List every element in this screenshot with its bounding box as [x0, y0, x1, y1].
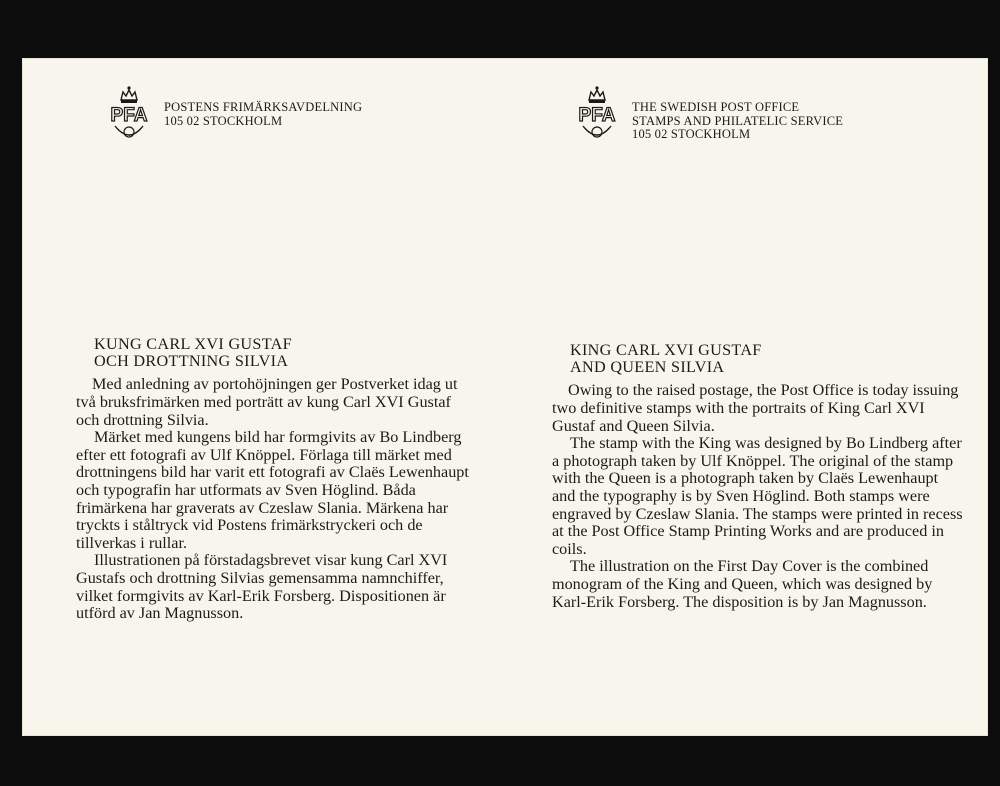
address-line: 105 02 STOCKHOLM — [164, 113, 283, 128]
paragraph: Med anledning av portohöjningen ger Postverket idag ut två bruksfrimärken med porträtt av kung Carl XVI Gustaf och drottning Silvia. — [76, 375, 458, 429]
swedish-title — [94, 336, 476, 370]
address-line: 105 02 STOCKHOLM — [632, 127, 751, 141]
svg-text:PFA: PFA — [110, 105, 148, 126]
address-line: STAMPS AND PHILATELIC SERVICE — [632, 113, 844, 128]
svg-text:PFA: PFA — [578, 105, 616, 126]
paragraph: Owing to the raised postage, the Post Office is today issuing two definitive stamps with the portraits of King Carl XVI Gustaf and Queen Silvia. — [552, 381, 959, 435]
address-line: POSTENS FRIMÄRKSAVDELNING — [164, 100, 363, 114]
header-english — [574, 84, 843, 144]
address-line: THE SWEDISH POST OFFICE — [632, 100, 800, 114]
english-text-column — [552, 342, 964, 611]
title-line: KING CARL XVI GUSTAF — [570, 341, 762, 359]
paragraph: Illustrationen på förstadagsbrevet visar kung Carl XVI Gustafs och drottning Silvias gemensamma namnchiffer, vilket formgivits av Karl-Erik Forsberg. Dispositionen är utförd av Jan Magnusson. — [76, 551, 448, 623]
paragraph: The stamp with the King was designed by Bo Lindberg after a photograph taken by Ulf Knöppel. The original of the stamp with the Queen is a photograph taken by Claës Lewenhaupt and the typography is by Sven Höglind. Both stamps were engraved by Czeslaw Slania. The stamps were printed in recess at the Post Office Stamp Printing Works and are produced in coils. — [552, 434, 963, 558]
swedish-text-column — [76, 336, 476, 623]
paragraph: The illustration on the First Day Cover is the combined monogram of the King and Queen, which was designed by Karl-Erik Forsberg. The disposition is by Jan Magnusson. — [552, 557, 933, 611]
sender-address — [632, 101, 843, 142]
crown-posthorn-logo-icon — [574, 84, 620, 144]
paragraph: Märket med kungens bild har formgivits av Bo Lindberg efter ett fotografi av Ulf Knöppel. Förlaga till märket med drottningens bild har varit ett fotografi av Claës Lewenhaupt och typografin har utformats av Sven Höglind. Båda frimärkena har graverats av Czeslaw Slania. Märkena har tryckts i ståltryck vid Postens frimärkstryckeri och de tillverkas i rullar. — [76, 428, 469, 552]
header-swedish — [106, 84, 362, 144]
sender-address — [164, 101, 362, 128]
title-line: OCH DROTTNING SILVIA — [94, 352, 289, 371]
english-title — [570, 342, 964, 376]
document-sheet — [22, 58, 988, 736]
title-line: AND QUEEN SILVIA — [570, 358, 725, 377]
title-line: KUNG CARL XVI GUSTAF — [94, 335, 292, 353]
crown-posthorn-logo-icon — [106, 84, 152, 144]
